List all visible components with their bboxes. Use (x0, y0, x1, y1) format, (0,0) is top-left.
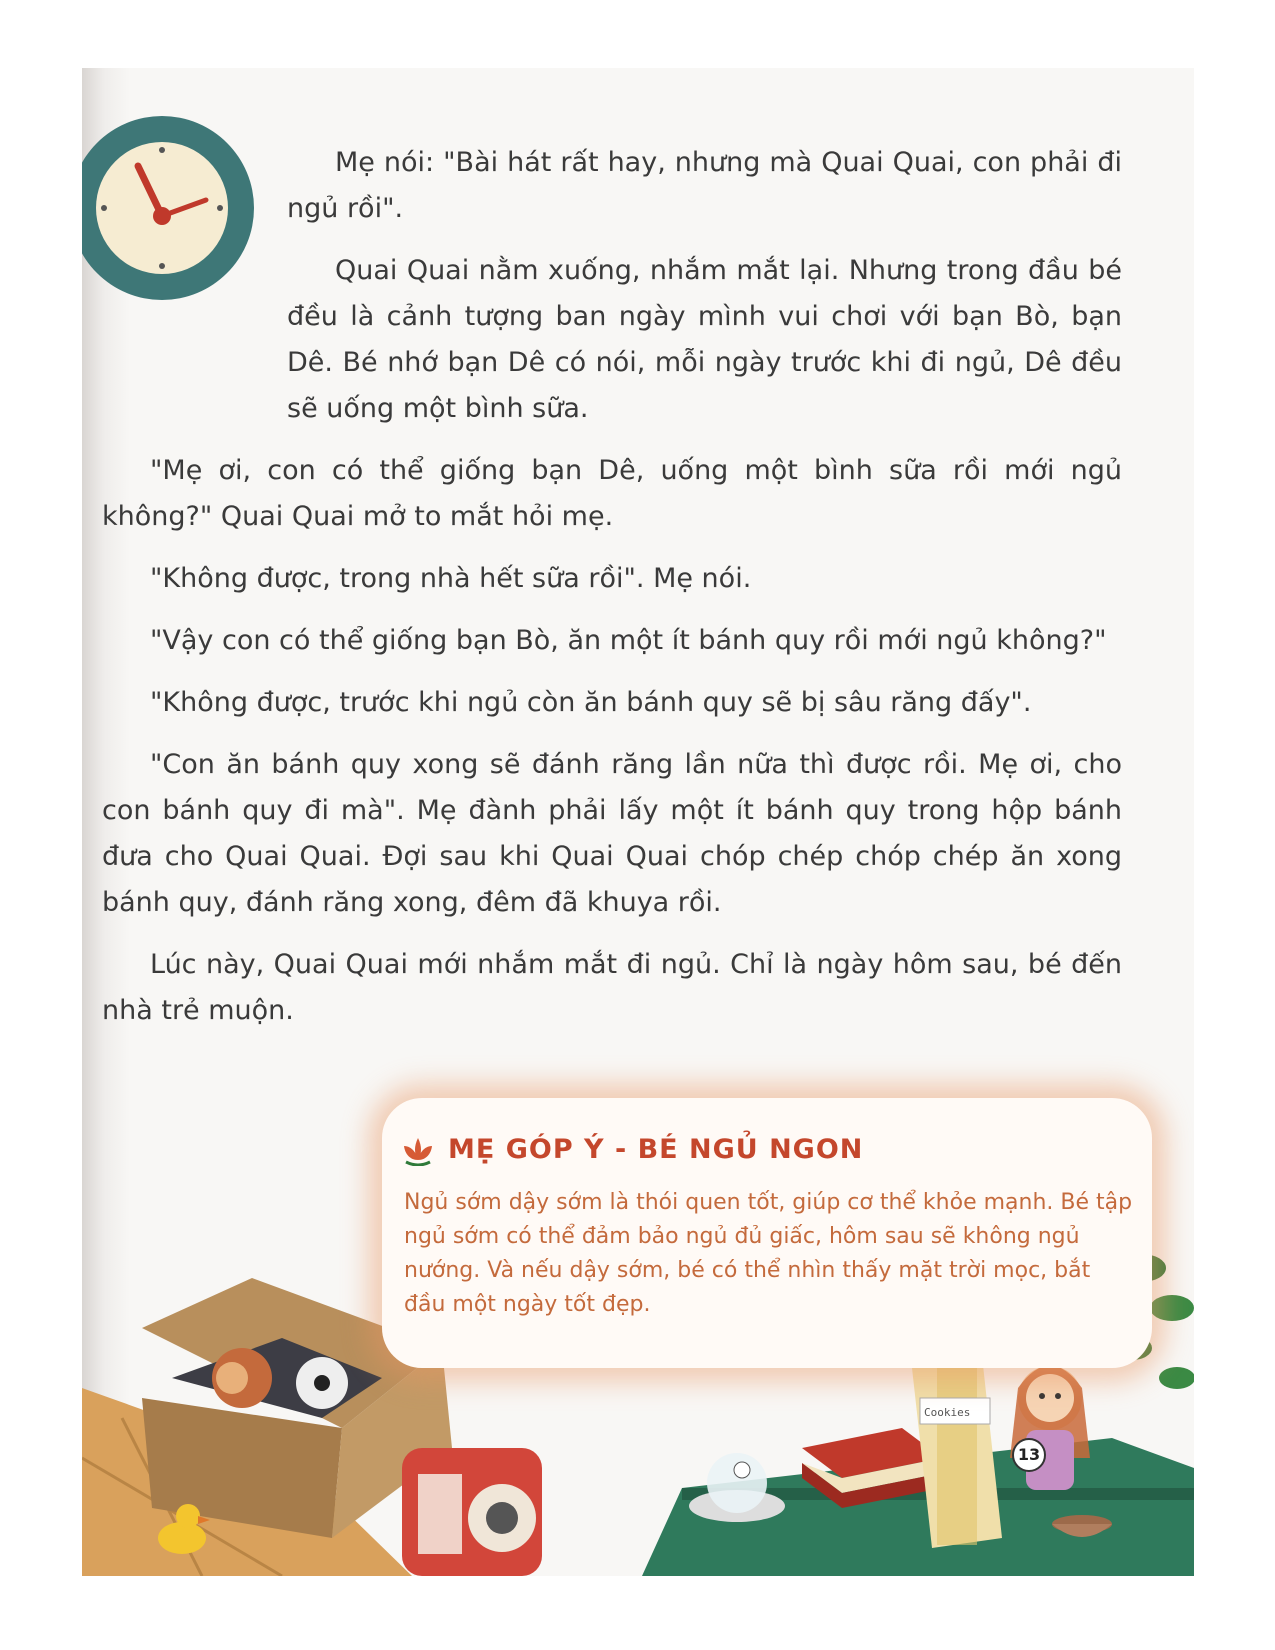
page-number: 13 (1012, 1438, 1046, 1472)
story-paragraph-2: Quai Quai nằm xuống, nhắm mắt lại. Nhưng trong đầu bé đều là cảnh tượng ban ngày mình vui chơi với bạn Bò, bạn Dê. Bé nhớ bạn Dê có nói, mỗi ngày trước khi đi ngủ, Dê đều sẽ uống một bình sữa. (287, 255, 1122, 424)
story-paragraph-5: "Vậy con có thể giống bạn Bò, ăn một ít bánh quy rồi mới ngủ không?" (150, 625, 1107, 656)
book-page (82, 68, 1194, 1576)
story-paragraph-7: "Con ăn bánh quy xong sẽ đánh răng lần nữa thì được rồi. Mẹ ơi, cho con bánh quy đi mà". Mẹ đành phải lấy một ít bánh quy trong hộp bánh đưa cho Quai Quai. Đợi sau khi Quai Quai chóp chép chóp chép ăn xong bánh quy, đánh răng xong, đêm đã khuya rồi. (102, 749, 1122, 918)
radio-icon (402, 1448, 542, 1576)
tip-box (382, 1098, 1152, 1368)
story-paragraph-3: "Mẹ ơi, con có thể giống bạn Dê, uống một bình sữa rồi mới ngủ không?" Quai Quai mở to mắt hỏi mẹ. (102, 455, 1122, 532)
story-paragraph-4: "Không được, trong nhà hết sữa rồi". Mẹ nói. (150, 563, 752, 594)
cookie-bag-label: Cookies (924, 1406, 971, 1419)
story-paragraph-6: "Không được, trước khi ngủ còn ăn bánh quy sẽ bị sâu răng đấy". (150, 687, 1032, 718)
lotus-icon (400, 1134, 436, 1166)
story-paragraph-8: Lúc này, Quai Quai mới nhắm mắt đi ngủ. Chỉ là ngày hôm sau, bé đến nhà trẻ muộn. (102, 949, 1122, 1026)
story-text (102, 140, 1122, 1050)
tip-title: MẸ GÓP Ý - BÉ NGỦ NGON (448, 1134, 864, 1165)
tip-body: Ngủ sớm dậy sớm là thói quen tốt, giúp cơ thể khỏe mạnh. Bé tập ngủ sớm có thể đảm bảo ngủ đủ giấc, hôm sau sẽ không ngủ nướng. Và nếu dậy sớm, bé có thể nhìn thấy mặt trời mọc, bắt đầu một ngày tốt đẹp. (404, 1190, 1133, 1317)
story-paragraph-1: Mẹ nói: "Bài hát rất hay, nhưng mà Quai Quai, con phải đi ngủ rồi". (287, 147, 1122, 224)
